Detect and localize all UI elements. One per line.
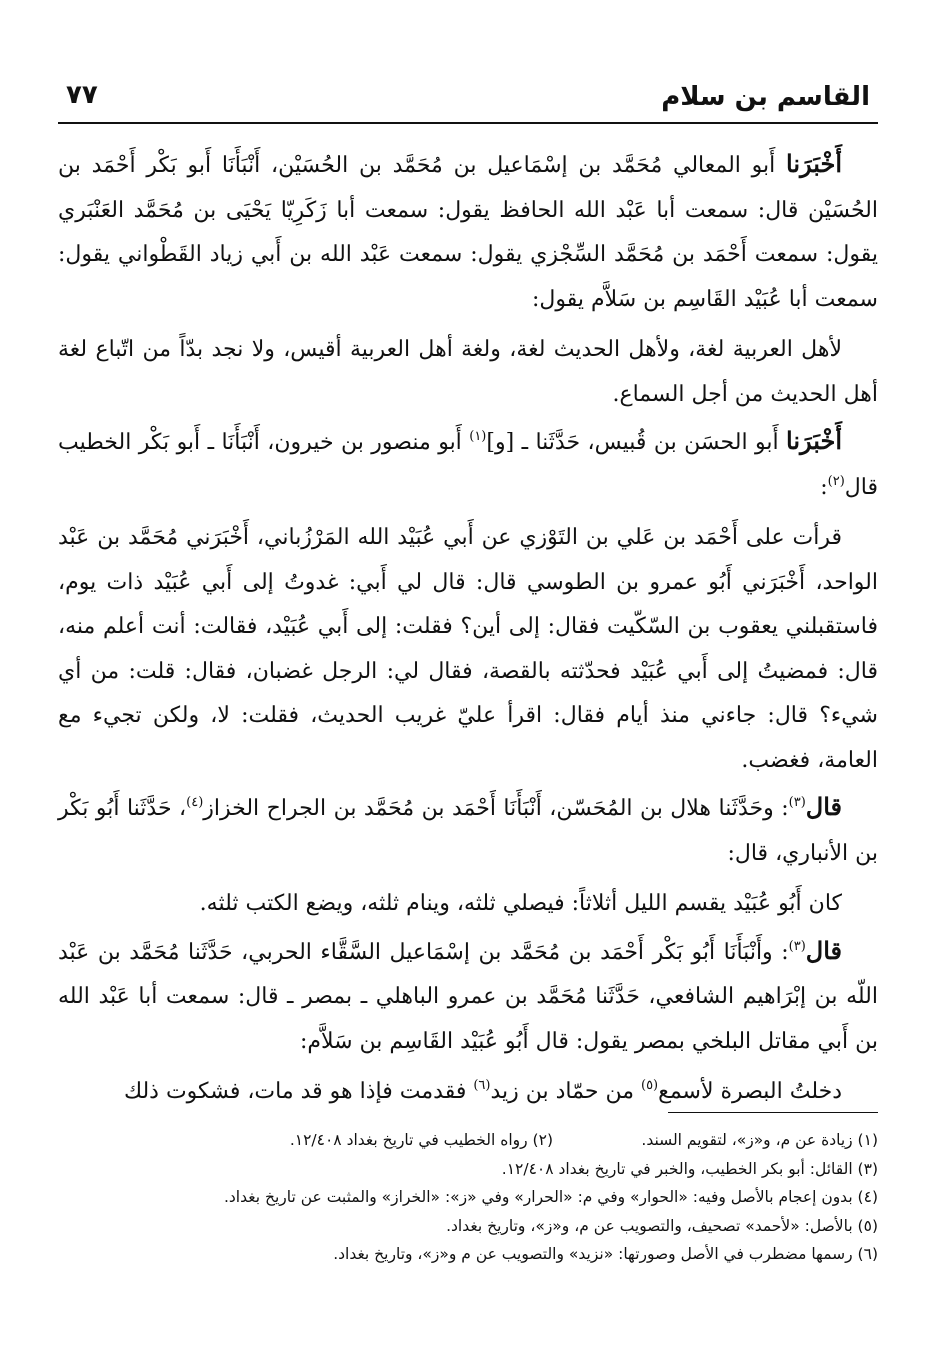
- paragraph-3: [58, 419, 878, 510]
- paragraph-text: : وأَنْبَأَنَا أَبُو بَكْر أَحْمَد بن مُحَمَّد بن إسْمَاعيل السَّقَّاء الحربي، حَدَّثَنا مُحَمَّد بن عَبْد اللّه بن إبْرَاهيم الشافعي، حَدَّثَنا مُحَمَّد بن عمرو الباهلي ـ بمصر ـ قال: سمعت أبا عَبْد الله بن أَبي مقاتل البلخي بمصر يقول: قال أَبُو عُبَيْد القَاسِم بن سَلاَّم:: [58, 939, 878, 1054]
- paragraph-text: أَبو الحسَن بن قُبيس، حَدَّثَنا ـ [و]: [486, 430, 787, 455]
- page-number: ٧٧: [66, 80, 98, 110]
- footnote-5: (٥) بالأصل: «لأحمد» تصحيف، والتصويب عن م، و«ز»، وتاريخ بغداد.: [446, 1216, 878, 1235]
- book-page: [58, 70, 878, 1300]
- paragraph-text: فقدمت فإذا هو قد مات، فشكوت ذلك: [123, 1079, 474, 1104]
- footnote-row: [58, 1126, 878, 1155]
- main-text: [58, 142, 878, 1115]
- header-title: القاسم بن سلام: [661, 82, 870, 112]
- footnote-marker[interactable]: (٥): [640, 1078, 659, 1093]
- footnote-marker[interactable]: (٤): [186, 795, 204, 810]
- paragraph-7: [58, 929, 878, 1065]
- paragraph-text: أَبو منصور بن خيرون، أَنْبَأَنَا ـ أَبو بَكْر الخطيب قال: [58, 430, 878, 500]
- paragraph-text: أَبو المعالي مُحَمَّد بن إسْمَاعيل بن مُحَمَّد بن الحُسَيْن، أَنْبَأَنَا أَبو بَكْر أَحْمَد بن الحُسَيْن قال: سمعت أبا عَبْد الله الحافظ يقول: سمعت أبا زَكَرِيّا يَحْيَى بن مُحَمَّد العَنْبَري يقول: سمعت أَحْمَد بن مُحَمَّد السِّجْزي يقول: سمعت عَبْد الله بن أَبي زياد القَطْواني يقول: سمعت أبا عُبَيْد القَاسِم بن سَلاَّم يقول:: [58, 153, 878, 312]
- paragraph-4: [58, 516, 878, 783]
- paragraph-text: :: [820, 474, 828, 500]
- paragraph-8: [58, 1070, 878, 1115]
- paragraph-text: كان أَبُو عُبَيْد يقسم الليل أثلاثاً: فيصلي ثلثه، وينام ثلثه، ويضع الكتب ثلثه.: [199, 891, 842, 916]
- paragraph-lead-word: أَخْبَرَنا: [786, 426, 842, 455]
- paragraph-5: [58, 785, 878, 876]
- footnote-2: (٢) رواه الخطيب في تاريخ بغداد ١٢/٤٠٨.: [289, 1131, 553, 1149]
- footnote-1: (١) زيادة عن م، و«ز»، لتقويم السند.: [641, 1131, 878, 1149]
- paragraph-lead-word: أَخْبَرَنا: [786, 149, 842, 178]
- footnote-divider: [668, 1112, 878, 1113]
- footnote-6: (٦) رسمها مضطرب في الأصل وصورتها: «نزيد» والتصويب عن م و«ز»، وتاريخ بغداد.: [333, 1245, 878, 1263]
- footnote-marker[interactable]: (٣): [788, 938, 806, 954]
- footnote-marker[interactable]: (٦): [473, 1078, 491, 1093]
- footnote-marker[interactable]: (١): [469, 429, 487, 444]
- paragraph-6: [58, 882, 878, 927]
- footnote-4: (٤) بدون إعجام بالأصل وفيه: «الحوار» وفي م: «الحرار» وفي «ز»: «الخراز» والمثبت عن تاريخ بغداد.: [223, 1188, 878, 1206]
- footnotes: [58, 1126, 878, 1269]
- paragraph-text: من حمّاد بن زيد: [490, 1079, 641, 1104]
- paragraph-lead-word: قال: [805, 935, 842, 965]
- paragraph-text: دخلتُ البصرة لأسمع: [658, 1079, 842, 1104]
- paragraph-text: قرأت على أَحْمَد بن عَلي بن التَوْزي عن أَبي عُبَيْد الله المَرْزُباني، أَخْبَرَني مُحَمَّد بن عَبْد الواحد، أَخْبَرَني أَبُو عمرو بن الطوسي قال: قال لي أَبي: غدوتُ إلى أَبي عُبَيْد ذات يوم، فاستقبلني يعقوب بن السّكّيت فقال: إلى أين؟ فقلت: إلى أَبي عُبَيْد، فقالت: أنت أعلم منه، قال: فمضيتُ إلى أَبي عُبَيْد فحدّثته بالقصة، فقال لي: الرجل غضبان، فقال: قلت: من أي شيء؟ قال: جاءني منذ أيام فقال: اقرأ عليّ غريب الحديث، فقلت: لا، ولكن تجيء مع العامة، فغضب.: [58, 525, 878, 773]
- paragraph-text: لأهل العربية لغة، ولأهل الحديث لغة، ولغة أهل العربية أقيس، ولا نجد بدّاً من اتّباع لغة أهل الحديث من أجل السماع.: [58, 337, 878, 407]
- footnote-3: (٣) القائل: أبو بكر الخطيب، والخبر في تاريخ بغداد ١٢/٤٠٨.: [501, 1159, 878, 1178]
- running-header: [58, 70, 878, 124]
- paragraph-1: [58, 142, 878, 322]
- paragraph-text: ، حَدَّثَنا أَبُو بَكْر بن الأنباري، قال:: [58, 796, 878, 866]
- footnote-marker[interactable]: (٢): [827, 473, 845, 489]
- footnote-marker[interactable]: (٣): [788, 795, 806, 810]
- paragraph-text: : وحَدَّثَنا هلال بن المُحَسّن، أَنْبَأَنَا أَحْمَد بن مُحَمَّد بن الجراح الخزاز: [203, 796, 789, 821]
- paragraph-2: [58, 328, 878, 417]
- paragraph-lead-word: قال: [805, 792, 842, 821]
